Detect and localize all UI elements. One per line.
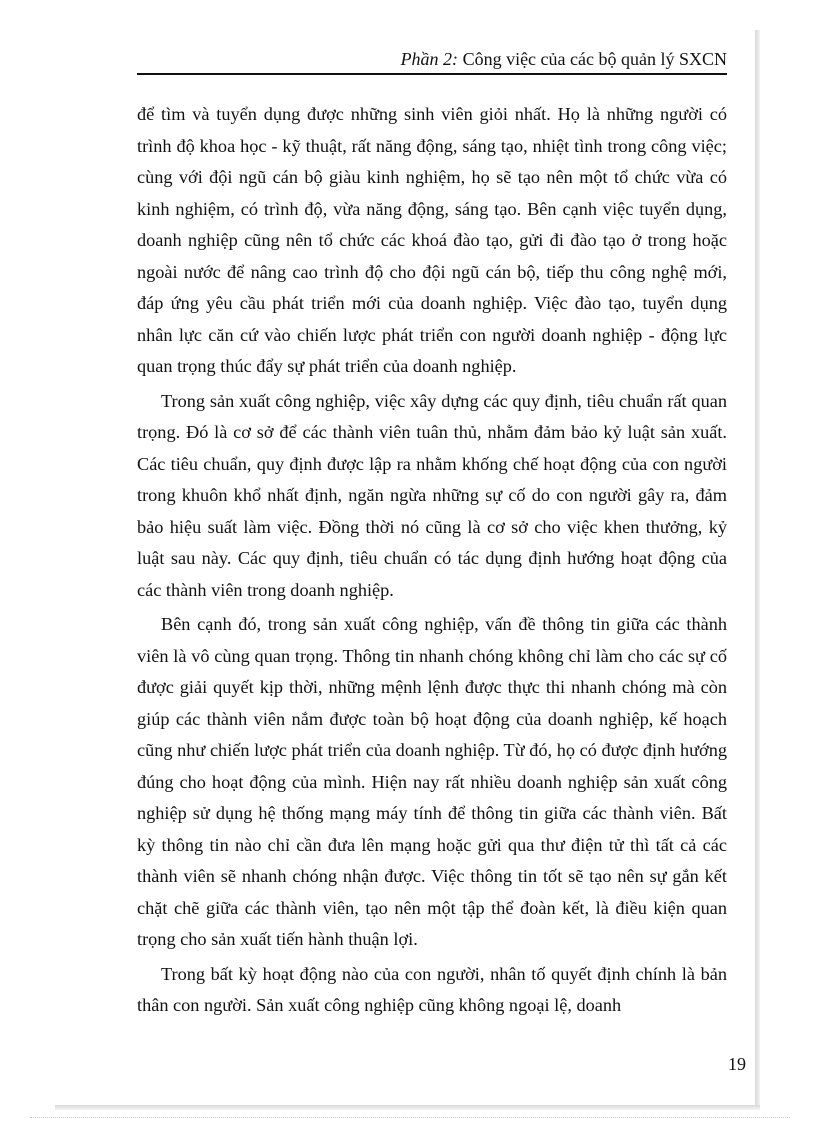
- header-part-label: Phần 2:: [400, 49, 459, 69]
- page-break-line: [30, 1117, 790, 1118]
- page-shadow-bottom: [55, 1105, 760, 1110]
- page-number: 19: [728, 1054, 746, 1074]
- paragraph-4: Trong bất kỳ hoạt động nào của con người, nhân tố quyết định chính là bản thân con người. Sản xuất công nghiệp cũng không ngoại lệ, doanh: [137, 963, 727, 1015]
- paragraph-2: Trong sản xuất công nghiệp, việc xây dựng các quy định, tiêu chuẩn rất quan trọng. Đó là cơ sở để các thành viên tuân thủ, nhằm đảm bảo kỷ luật sản xuất. Các tiêu chuẩn, quy định được lập ra nhằm khống chế hoạt động của con người trong khuôn khổ nhất định, ngăn ngừa những sự cố do con người gây ra, đảm bảo hiệu suất làm việc. Đồng thời nó cũng là cơ sở cho việc khen thưởng, kỷ luật sau này. Các quy định, tiêu chuẩn có tác dụng định hướng hoạt động của các thành viên trong doanh nghiệp.: [137, 390, 727, 600]
- running-header: [137, 48, 727, 70]
- paragraph-3: Bên cạnh đó, trong sản xuất công nghiệp, vấn đề thông tin giữa các thành viên là vô cùng quan trọng. Thông tin nhanh chóng không chỉ làm cho các sự cố được giải quyết kịp thời, những mệnh lệnh được thực thi nhanh chóng mà còn giúp các thành viên nắm được toàn bộ hoạt động của doanh nghiệp, kế hoạch cũng như chiến lược phát triển của doanh nghiệp. Từ đó, họ có được định hướng đúng cho hoạt động của mình. Hiện nay rất nhiều doanh nghiệp sản xuất công nghiệp sử dụng hệ thống mạng máy tính để thông tin giữa các thành viên. Bất kỳ thông tin nào chỉ cần đưa lên mạng hoặc gửi qua thư điện tử thì tất cả các thành viên sẽ nhanh chóng nhận được. Việc thông tin tốt sẽ tạo nên sự gắn kết chặt chẽ giữa các thành viên, tạo nên một tập thể đoàn kết, là điều kiện quan trọng cho sản xuất tiến hành thuận lợi.: [137, 614, 727, 949]
- paragraph-1: để tìm và tuyển dụng được những sinh viên giỏi nhất. Họ là những người có trình độ khoa học - kỹ thuật, rất năng động, sáng tạo, nhiệt tình trong công việc; cùng với đội ngũ cán bộ giàu kinh nghiệm, họ sẽ tạo nên một tổ chức vừa có kinh nghiệm, có trình độ, vừa năng động, sáng tạo. Bên cạnh việc tuyển dụng, doanh nghiệp cũng nên tổ chức các khoá đào tạo, gửi đi đào tạo ở trong hoặc ngoài nước để nâng cao trình độ cho đội ngũ cán bộ, tiếp thu công nghệ mới, đáp ứng yêu cầu phát triển mới của doanh nghiệp. Việc đào tạo, tuyển dụng nhân lực căn cứ vào chiến lược phát triển con người doanh nghiệp - động lực quan trọng thúc đẩy sự phát triển của doanh nghiệp.: [137, 104, 727, 376]
- page-shadow-right: [755, 30, 760, 1110]
- body-text: [137, 99, 727, 1025]
- header-title: Công việc của các bộ quản lý SXCN: [462, 49, 727, 69]
- header-rule: [137, 73, 727, 75]
